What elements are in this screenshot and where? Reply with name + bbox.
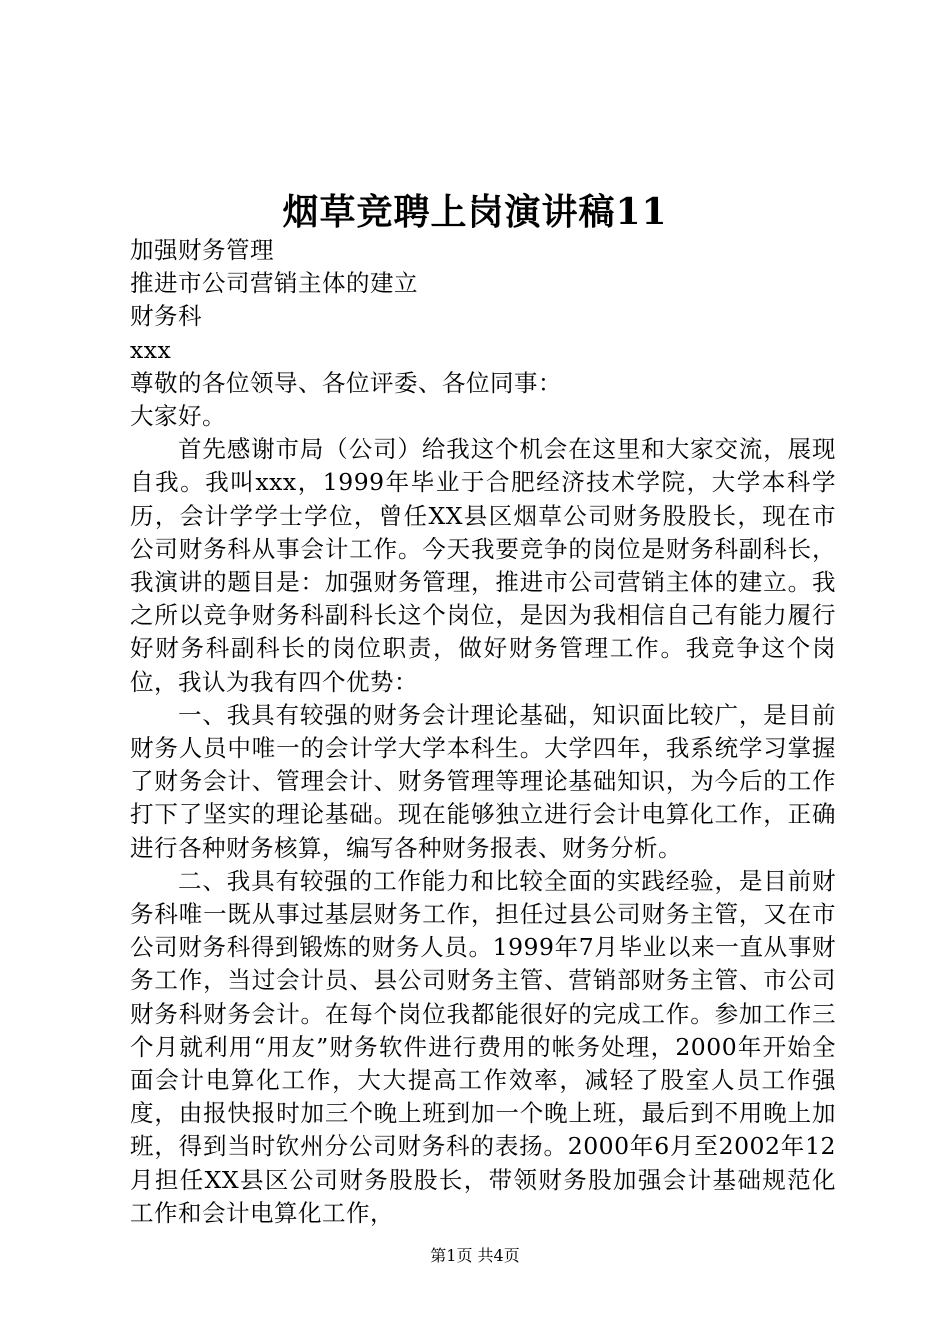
salutation-line: 尊敬的各位领导、各位评委、各位同事： [130, 368, 562, 397]
page-footer: 第1页 共4页 [430, 1246, 520, 1265]
subtitle-line: 加强财务管理 [130, 236, 274, 264]
body-paragraph: 二、我具有较强的工作能力和比较全面的实践经验，是目前财务科唯一既从事过基层财务工作，担任过县公司财务主管，又在市公司财务科得到锻炼的财务人员。1999年7月毕业以来一直从事财务工作，当过会计员、县公司财务主管、营销部财务主管、市公司财务科财务会计。在每个岗位我都能很好的完成工作。参加工作三个月就利用“用友”财务软件进行费用的帐务处理，2000年开始全面会计电算化工作，大大提高工作效率，减轻了股室人员工作强度，由报快报时加三个晚上班到加一个晚上班，最后到不用晚上加班，得到当时钦州分公司财务科的表扬。2000年6月至2002年12月担任XX县区公司财务股股长，带领财务股加强会计基础规范化工作和会计电算化工作， [130, 866, 836, 1227]
document-body [130, 234, 836, 1230]
body-paragraph: 一、我具有较强的财务会计理论基础，知识面比较广，是目前财务人员中唯一的会计学大学本科生。大学四年，我系统学习掌握了财务会计、管理会计、财务管理等理论基础知识，为今后的工作打下了坚实的理论基础。现在能够独立进行会计电算化工作，正确进行各种财务核算，编写各种财务报表、财务分析。 [130, 700, 836, 862]
document-title: 烟草竞聘上岗演讲稿11 [282, 191, 668, 233]
author-line: xxx [130, 335, 172, 364]
department-line: 财务科 [130, 302, 202, 331]
body-paragraph: 首先感谢市局（公司）给我这个机会在这里和大家交流，展现自我。我叫xxx，1999年毕业于合肥经济技术学院，大学本科学历，会计学学士学位，曾任XX县区烟草公司财务股股长，现在市公司财务科从事会计工作。今天我要竞争的岗位是财务科副科长，我演讲的题目是：加强财务管理，推进市公司营销主体的建立。我之所以竞争财务科副科长这个岗位，是因为我相信自己有能力履行好财务科副科长的岗位职责，做好财务管理工作。我竞争这个岗位，我认为我有四个优势： [130, 435, 836, 696]
subtitle-line: 推进市公司营销主体的建立 [130, 269, 418, 298]
greeting-line: 大家好。 [130, 402, 226, 431]
